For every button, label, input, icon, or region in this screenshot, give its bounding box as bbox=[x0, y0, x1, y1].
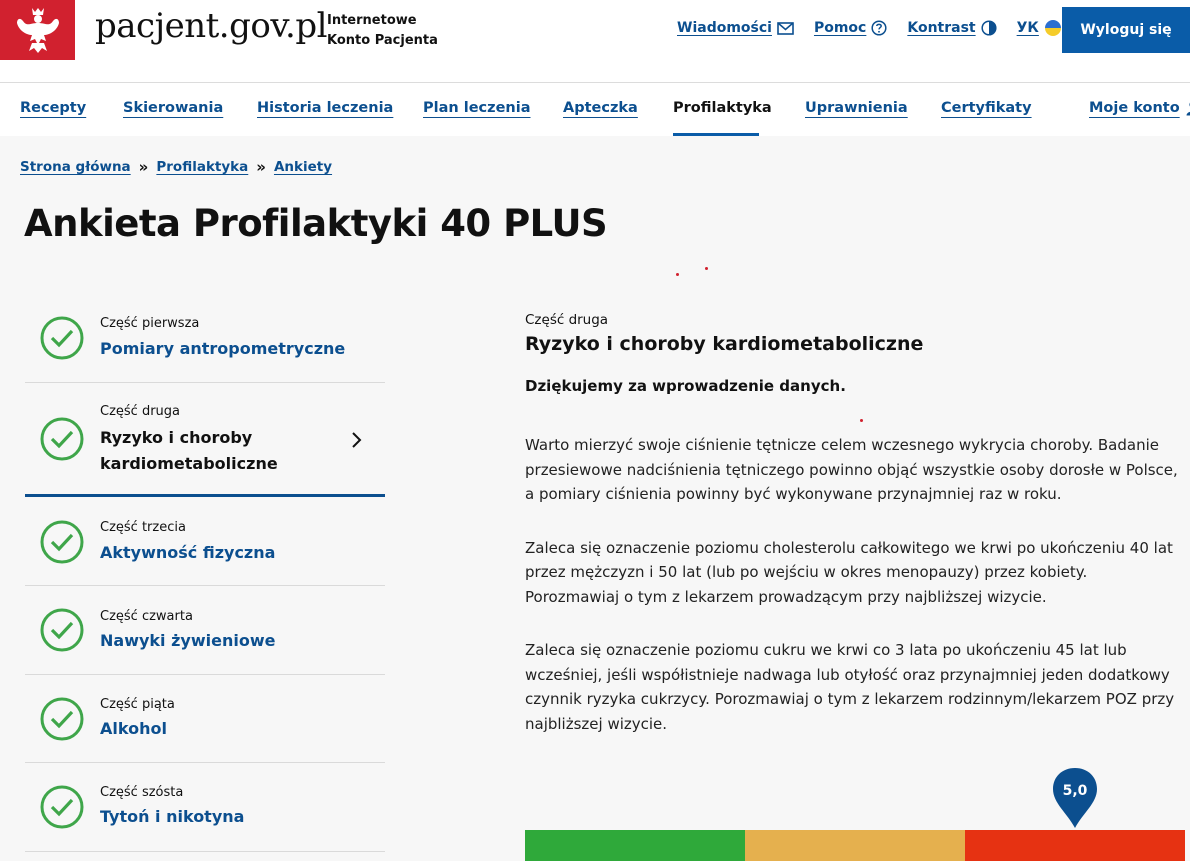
page-title: Ankieta Profilaktyki 40 PLUS bbox=[24, 202, 608, 245]
breadcrumb-home[interactable]: Strona główna bbox=[20, 159, 131, 175]
step-item[interactable] bbox=[25, 763, 385, 852]
nav-my-account[interactable] bbox=[1089, 100, 1190, 116]
thanks-message: Dziękujemy za wprowadzenie danych. bbox=[525, 377, 846, 395]
nav-profilaktyka[interactable]: Profilaktyka bbox=[673, 100, 772, 116]
step-item[interactable] bbox=[25, 675, 385, 763]
eagle-icon bbox=[15, 5, 61, 55]
logout-button[interactable]: Wyloguj się bbox=[1062, 7, 1190, 53]
decorative-dot bbox=[676, 273, 679, 276]
step-title-line1: Ryzyko i choroby bbox=[100, 428, 253, 447]
step-item[interactable] bbox=[25, 497, 385, 586]
step-title[interactable]: Aktywność fizyczna bbox=[100, 543, 276, 562]
site-subtitle-line1: Internetowe bbox=[327, 13, 417, 28]
contrast-link[interactable] bbox=[907, 20, 996, 36]
nav-apteczka[interactable]: Apteczka bbox=[563, 100, 638, 116]
step-title[interactable]: Nawyki żywieniowe bbox=[100, 631, 276, 650]
main-navigation bbox=[0, 83, 1190, 136]
breadcrumb-separator: » bbox=[138, 158, 149, 176]
step-subtitle: Część czwarta bbox=[100, 609, 193, 624]
check-circle-icon bbox=[40, 417, 84, 461]
step-title-line2: kardiometaboliczne bbox=[100, 454, 278, 473]
decorative-dot bbox=[860, 419, 863, 422]
nav-uprawnienia[interactable]: Uprawnienia bbox=[805, 100, 908, 116]
step-subtitle: Część pierwsza bbox=[100, 316, 200, 331]
step-item[interactable] bbox=[25, 586, 385, 675]
check-circle-icon bbox=[40, 520, 84, 564]
site-subtitle-line2: Konto Pacjenta bbox=[327, 33, 438, 48]
user-icon bbox=[1186, 100, 1190, 116]
gauge-segment-high bbox=[965, 830, 1185, 861]
header-links bbox=[677, 19, 1062, 37]
site-subtitle bbox=[327, 11, 438, 51]
help-link[interactable] bbox=[814, 20, 887, 36]
envelope-icon bbox=[777, 22, 794, 35]
gauge-marker bbox=[1051, 766, 1099, 830]
contrast-label: Kontrast bbox=[907, 20, 976, 36]
paragraph-cholesterol: Zaleca się oznaczenie poziomu cholesterolu całkowitego we krwi po ukończeniu 40 lat przez mężczyzn i 50 lat (lub po wejściu w okres menopauzy) przez kobiety. Porozmawiaj o tym z lekarzem prowadzącym przy najbliższej wizycie. bbox=[525, 538, 1173, 606]
messages-link[interactable] bbox=[677, 20, 794, 36]
paragraph-blood-sugar: Zaleca się oznaczenie poziomu cukru we krwi co 3 lata po ukończeniu 45 lat lub wcześniej, jeśli współistnieje nadwaga lub otyłość oraz przynajmniej jeden dodatkowy czynnik ryzyka cukrzycy. Porozmawiaj o tym z lekarzem rodzinnym/lekarzem POZ przy najbliższej wizycie. bbox=[525, 641, 1175, 733]
help-label: Pomoc bbox=[813, 20, 867, 36]
content-area bbox=[0, 136, 1190, 861]
step-subtitle: Część druga bbox=[100, 404, 181, 419]
step-subtitle: Część piąta bbox=[100, 697, 175, 712]
step-title[interactable]: Pomiary antropometryczne bbox=[100, 339, 346, 358]
risk-gauge bbox=[525, 830, 1185, 861]
nav-skierowania[interactable]: Skierowania bbox=[123, 100, 224, 116]
gauge-value: 5,0 bbox=[1062, 783, 1088, 799]
step-title[interactable]: Tytoń i nikotyna bbox=[100, 807, 245, 826]
step-item[interactable] bbox=[25, 296, 385, 383]
language-label: УК bbox=[1016, 20, 1039, 36]
breadcrumb-ankiety[interactable]: Ankiety bbox=[273, 159, 333, 175]
nav-recepty[interactable]: Recepty bbox=[20, 100, 87, 116]
nav-certyfikaty[interactable]: Certyfikaty bbox=[941, 100, 1032, 116]
step-subtitle: Część szósta bbox=[100, 785, 184, 800]
gauge-segment-medium bbox=[745, 830, 965, 861]
step-item-current[interactable] bbox=[25, 383, 385, 497]
paragraph-blood-pressure: Warto mierzyć swoje ciśnienie tętnicze celem wczesnego wykrycia choroby. Badanie przesiewowe nadciśnienia tętniczego powinno objąć wszystkie osoby dorosłe w Polsce, a pomiary ciśnienia powinny być wykonywane przynajmniej raz w roku. bbox=[525, 436, 1178, 503]
check-circle-icon bbox=[40, 608, 84, 652]
nav-my-account-label: Moje konto bbox=[1089, 100, 1180, 116]
survey-steps bbox=[25, 296, 385, 852]
step-subtitle: Część trzecia bbox=[100, 520, 186, 535]
section-title: Ryzyko i choroby kardiometaboliczne bbox=[525, 333, 924, 355]
breadcrumb-separator: » bbox=[256, 158, 266, 176]
breadcrumb bbox=[20, 158, 332, 176]
gauge-segment-low bbox=[525, 830, 745, 861]
contrast-icon bbox=[981, 20, 997, 36]
check-circle-icon bbox=[40, 785, 84, 829]
top-header bbox=[0, 0, 1190, 82]
step-title[interactable]: Alkohol bbox=[100, 719, 167, 738]
check-circle-icon bbox=[40, 697, 84, 741]
ukraine-flag-icon bbox=[1044, 19, 1062, 37]
nav-plan-leczenia[interactable]: Plan leczenia bbox=[423, 100, 531, 116]
check-circle-icon bbox=[40, 316, 84, 360]
chevron-right-icon bbox=[351, 431, 363, 449]
site-name[interactable]: pacjent.gov.pl bbox=[95, 6, 327, 46]
decorative-dot bbox=[705, 267, 708, 270]
breadcrumb-profilaktyka[interactable]: Profilaktyka bbox=[156, 159, 249, 175]
step-title bbox=[100, 425, 278, 477]
nav-historia-leczenia[interactable]: Historia leczenia bbox=[257, 100, 394, 116]
section-content bbox=[525, 312, 1185, 736]
section-label: Część druga bbox=[525, 312, 609, 328]
language-link[interactable] bbox=[1017, 19, 1062, 37]
polish-eagle-logo[interactable] bbox=[0, 0, 75, 60]
question-circle-icon bbox=[871, 20, 887, 36]
messages-label: Wiadomości bbox=[677, 20, 772, 36]
